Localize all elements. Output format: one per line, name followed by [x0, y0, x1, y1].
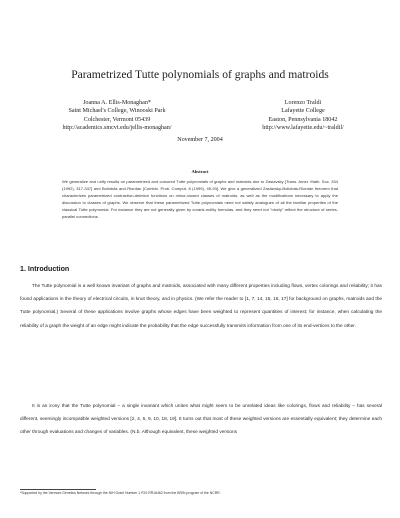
- author-address: Colchester, Vermont 05439: [83, 116, 151, 123]
- author-affiliation: Lafayette College: [281, 108, 325, 115]
- paper-date: November 7, 2004: [177, 137, 223, 143]
- body-paragraph-2: [20, 400, 382, 440]
- paragraph-text: It is an irony that the Tutte polynomial – a single invariant which unites what might seem to be unrelated ideas like colorings, flows and reliability – has several different, seemingly incompatible weighted versions [2, 4, 5, 9, 10, 18, 19]. It turns out that most of these weighted versions are essentially equivalent; they determine each other through evaluations and changes of variables. (N.b. Although equivalent, these weighted versions: [20, 404, 382, 436]
- abstract-text: We generalize and unify results on parametrized and coloured Tutte polynomials of graphs and matroids due to Zaslavsky [Trans. Amer. Math. Soc. 334 (1992), 317-347] and Bollobás and Riordan [Combin. Prob. Comput. 8 (1999), 45-93]. We give a generalized Zaslavsky-Bollobás-Riordan theorem that characterizes parametrized contraction-deletion functions on minor-closed classes of matroids, as well as the modifications necessary to apply the discussion to classes of graphs. We observe that these parametrized Tutte polynomials need not satisfy analogues of all the familiar properties of the classical Tutte polynomial. For instance they are not generally given by corank-nullity formulas, and they need not "nicely" reflect the structure of series-parallel connections.: [62, 179, 338, 219]
- author-url[interactable]: http://academics.smcvt.edu/jellis-monaghan/: [62, 125, 172, 132]
- author-block-1: [22, 99, 212, 133]
- paper-title: Parametrized Tutte polynomials of graphs and matroids: [71, 68, 329, 81]
- section-heading: 1. Introduction: [20, 265, 70, 273]
- author-block-2: [218, 99, 388, 133]
- footnote: *Supported by the Vermont Genetics Network through the NIH Grant Number 1 P20 RR16462 from the BRIN program of the NCRR.: [20, 491, 221, 495]
- author-address: Easton, Pennsylvania 18042: [268, 116, 338, 123]
- abstract-heading: Abstract: [191, 169, 209, 174]
- author-affiliation: Saint Michael's College, Winooski Park: [68, 108, 166, 115]
- author-url[interactable]: http://www.lafayette.edu/~traldil/: [262, 125, 344, 132]
- body-paragraph-1: [20, 280, 382, 333]
- author-name: Lorenzo Traldi: [284, 100, 322, 106]
- paragraph-text: The Tutte polynomial is a well known invariant of graphs and matroids, associated with many different properties including flows, vertex colorings and reliability; it has found applications in the theory of electrical circuits, in knot theory, and in physics. (We refer the reader to [1, 7, 14, 15, 16, 17] for background on graphs, matroids and the Tutte polynomial.) Several of these applications involve graphs whose edges have been weighted to represent quantities of interest; for instance, when calculating the reliability of a graph the weight of an edge might indicate the probability that the edge successfully transmits information from one of its end-vertices to the other.: [20, 284, 382, 329]
- author-name: Joanna A. Ellis-Monaghan*: [83, 100, 151, 106]
